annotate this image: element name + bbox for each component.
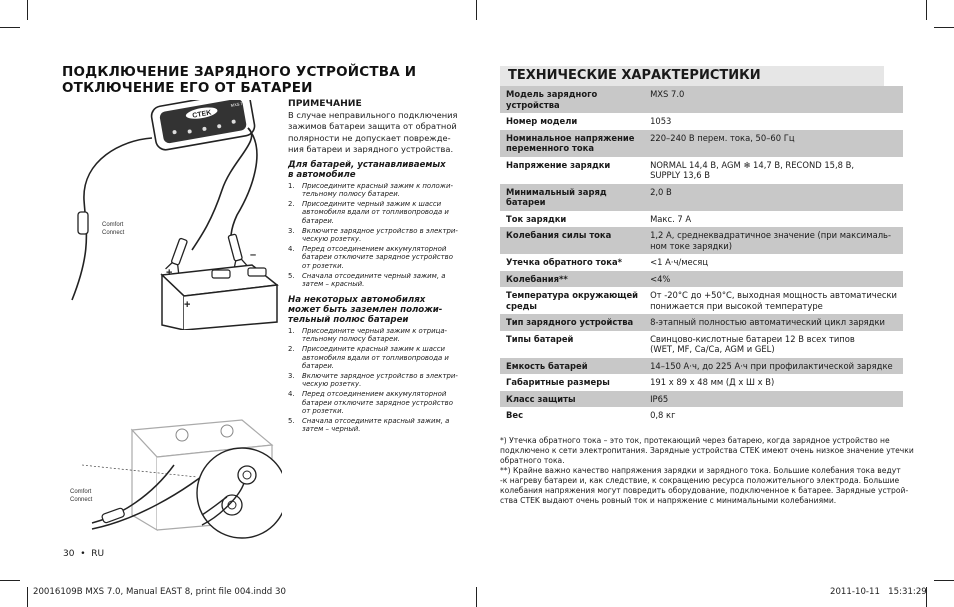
svg-text:Connect: Connect	[102, 230, 125, 236]
spec-value: Макс. 7 А	[644, 211, 903, 228]
spec-value: MXS 7.0	[644, 86, 903, 113]
step-number: 2.	[288, 344, 295, 353]
comfort-connect-label: Comfort	[102, 222, 124, 228]
comfort-connect-illustration	[62, 405, 282, 545]
spec-value: NORMAL 14,4 В, AGM ❄ 14,7 В, RECOND 15,8 В, SUPPLY 13,6 В	[644, 157, 903, 184]
footer-bullet: •	[80, 549, 86, 559]
spec-row	[500, 86, 903, 113]
section2-steps	[288, 327, 460, 434]
step-number: 1.	[288, 326, 295, 335]
spec-table	[500, 86, 903, 424]
spec-key: Вес	[500, 407, 644, 424]
step-item	[288, 390, 460, 416]
crop-mark	[934, 27, 954, 28]
print-date: 2011-10-11	[830, 587, 880, 597]
footnote-line: обратного тока.	[500, 456, 565, 465]
page-title	[62, 64, 417, 96]
spec-key: Напряжение зарядки	[500, 157, 644, 184]
step-text: Перед отсоединением аккумуляторной батареи отключите зарядное устройство от розетки.	[302, 389, 453, 416]
svg-text:Connect: Connect	[70, 497, 93, 503]
step-text: Присоедините красный зажим к шасси автомобиля вдали от топливопровода и батареи.	[302, 344, 449, 371]
spec-key: Класс защиты	[500, 391, 644, 408]
footnote-line: подключено к сети электропитания. Зарядные устройства CTEK имеют очень низкое значение утечки	[500, 446, 914, 455]
step-number: 2.	[288, 199, 295, 208]
spec-row	[500, 157, 903, 184]
step-text: Присоедините черный зажим к отрица- тельному полюсу батареи.	[302, 326, 448, 344]
spec-row	[500, 130, 903, 157]
spec-key: Колебания**	[500, 271, 644, 288]
brand-logo: CTEK	[191, 109, 212, 120]
spec-row	[500, 287, 903, 314]
step-number: 1.	[288, 181, 295, 190]
plus-sign: +	[166, 267, 173, 279]
footnote-line: *) Утечка обратного тока – это ток, протекающий через батарею, когда зарядное устройство не	[500, 436, 890, 445]
charger-battery-illustration	[62, 100, 287, 330]
spec-row	[500, 391, 903, 408]
spec-value: <4%	[644, 271, 903, 288]
spec-value: 0,8 кг	[644, 407, 903, 424]
step-item	[288, 327, 460, 344]
svg-text:MXS 7.0: MXS 7.0	[230, 100, 247, 108]
spec-row	[500, 358, 903, 375]
step-item	[288, 417, 460, 434]
step-item	[288, 345, 460, 371]
minus-sign: –	[250, 249, 257, 261]
footnote-line: колебания напряжения могут повредить оборудование, подключенное к батарее. Зарядные устрой-	[500, 486, 909, 495]
step-number: 3.	[288, 371, 295, 380]
step-number: 4.	[288, 389, 295, 398]
footnote-line: **) Крайне важно качество напряжения зарядки и зарядного тока. Большие колебания тока ведут	[500, 466, 901, 475]
title-line: ОТКЛЮЧЕНИЕ ЕГО ОТ БАТАРЕИ	[62, 80, 313, 96]
spec-value: От -20°C до +50°C, выходная мощность автоматически понижается при высокой температуре	[644, 287, 903, 314]
spec-key: Габаритные размеры	[500, 374, 644, 391]
spec-key: Номинальное напряжение переменного тока	[500, 130, 644, 157]
spec-value: 8-этапный полностью автоматический цикл зарядки	[644, 314, 903, 331]
crop-mark	[934, 580, 954, 581]
crop-mark	[27, 0, 28, 20]
spec-key: Утечка обратного тока*	[500, 254, 644, 271]
comfort-connect-label: Comfort	[70, 489, 92, 495]
footnote-line: -к нагреву батареи и, как следствие, к сокращению ресурса положительного электрода. Большие	[500, 476, 900, 485]
crop-mark	[27, 587, 28, 607]
spec-key: Температура окружающей среды	[500, 287, 644, 314]
step-number: 3.	[288, 226, 295, 235]
crop-mark	[476, 587, 477, 607]
crop-mark	[0, 580, 20, 581]
step-number: 4.	[288, 244, 295, 253]
step-text: Включите зарядное устройство в электри- ческую розетку.	[302, 226, 458, 244]
spec-row	[500, 254, 903, 271]
spec-row	[500, 184, 903, 211]
spec-row	[500, 113, 903, 130]
file-slug: 20016109B MXS 7.0, Manual EAST 8, print file 004.indd 30	[33, 587, 286, 597]
spec-value: <1 А·ч/месяц	[644, 254, 903, 271]
spec-row	[500, 211, 903, 228]
section1-steps	[288, 182, 460, 289]
crop-mark	[0, 27, 20, 28]
step-number: 5.	[288, 416, 295, 425]
step-text: Присоедините черный зажим к шасси автомобиля вдали от топливопровода и батареи.	[302, 199, 449, 225]
step-item	[288, 245, 460, 271]
spec-row	[500, 227, 903, 254]
spec-value: 2,0 В	[644, 184, 903, 211]
step-text: Перед отсоединением аккумуляторной батареи отключите зарядное устройство от розетки.	[302, 244, 453, 270]
footnotes	[500, 436, 914, 506]
instructions-column	[288, 98, 460, 440]
note-heading: ПРИМЕЧАНИЕ	[288, 98, 362, 109]
page-number: 30	[63, 549, 75, 559]
step-text: Включите зарядное устройство в электри- ческую розетку.	[302, 371, 458, 389]
spec-key: Емкость батарей	[500, 358, 644, 375]
spec-value: IP65	[644, 391, 903, 408]
crop-mark	[476, 0, 477, 20]
print-time: 15:31:29	[888, 587, 927, 597]
spec-row	[500, 374, 903, 391]
step-text: Сначала отсоедините черный зажим, а затем – красный.	[302, 271, 446, 289]
spec-value: 220–240 В перем. тока, 50–60 Гц	[644, 130, 903, 157]
spec-key: Номер модели	[500, 113, 644, 130]
spec-key: Минимальный заряд батареи	[500, 184, 644, 211]
svg-text:+: +	[184, 299, 191, 311]
spec-title: ТЕХНИЧЕСКИЕ ХАРАКТЕРИСТИКИ	[500, 66, 884, 86]
spec-row	[500, 314, 903, 331]
spec-value: 1053	[644, 113, 903, 130]
footnote-line: ства CTEK выдают очень ровный ток и напряжение с минимальными колебаниями.	[500, 496, 837, 505]
step-item	[288, 272, 460, 289]
spec-value: 1,2 А, среднеквадратичное значение (при максималь- ном токе зарядки)	[644, 227, 903, 254]
step-item	[288, 227, 460, 244]
language-code: RU	[91, 549, 105, 559]
spec-value: 14–150 А·ч, до 225 А·ч при профилактической зарядке	[644, 358, 903, 375]
print-timestamp	[830, 587, 927, 597]
page-footer	[63, 549, 104, 559]
spec-row	[500, 331, 903, 358]
step-text: Присоедините красный зажим к положи- тельному полюсу батареи.	[302, 181, 453, 199]
step-item	[288, 182, 460, 199]
spec-value: Свинцово-кислотные батареи 12 В всех типов (WET, MF, Ca/Ca, AGM и GEL)	[644, 331, 903, 358]
spec-key: Модель зарядного устройства	[500, 86, 644, 113]
step-text: Сначала отсоедините красный зажим, а затем – черный.	[302, 416, 450, 434]
spec-row	[500, 407, 903, 424]
spec-key: Тип зарядного устройства	[500, 314, 644, 331]
crop-mark	[926, 0, 927, 20]
spec-key: Колебания силы тока	[500, 227, 644, 254]
step-item	[288, 200, 460, 226]
title-line: ПОДКЛЮЧЕНИЕ ЗАРЯДНОГО УСТРОЙСТВА И	[62, 64, 417, 80]
spec-value: 191 x 89 x 48 мм (Д х Ш х В)	[644, 374, 903, 391]
section1-heading: Для батарей, устанавливаемых в автомобиле	[288, 159, 446, 180]
section2-heading: На некоторых автомобилях может быть заземлен положи- тельный полюс батареи	[288, 294, 443, 325]
spec-row	[500, 271, 903, 288]
step-number: 5.	[288, 271, 295, 280]
note-text: В случае неправильного подключения зажимов батареи защита от обратной полярности не допускает поврежде- ния батареи и зарядного устройства.	[288, 110, 458, 155]
spec-key: Ток зарядки	[500, 211, 644, 228]
step-item	[288, 372, 460, 389]
spec-key: Типы батарей	[500, 331, 644, 358]
